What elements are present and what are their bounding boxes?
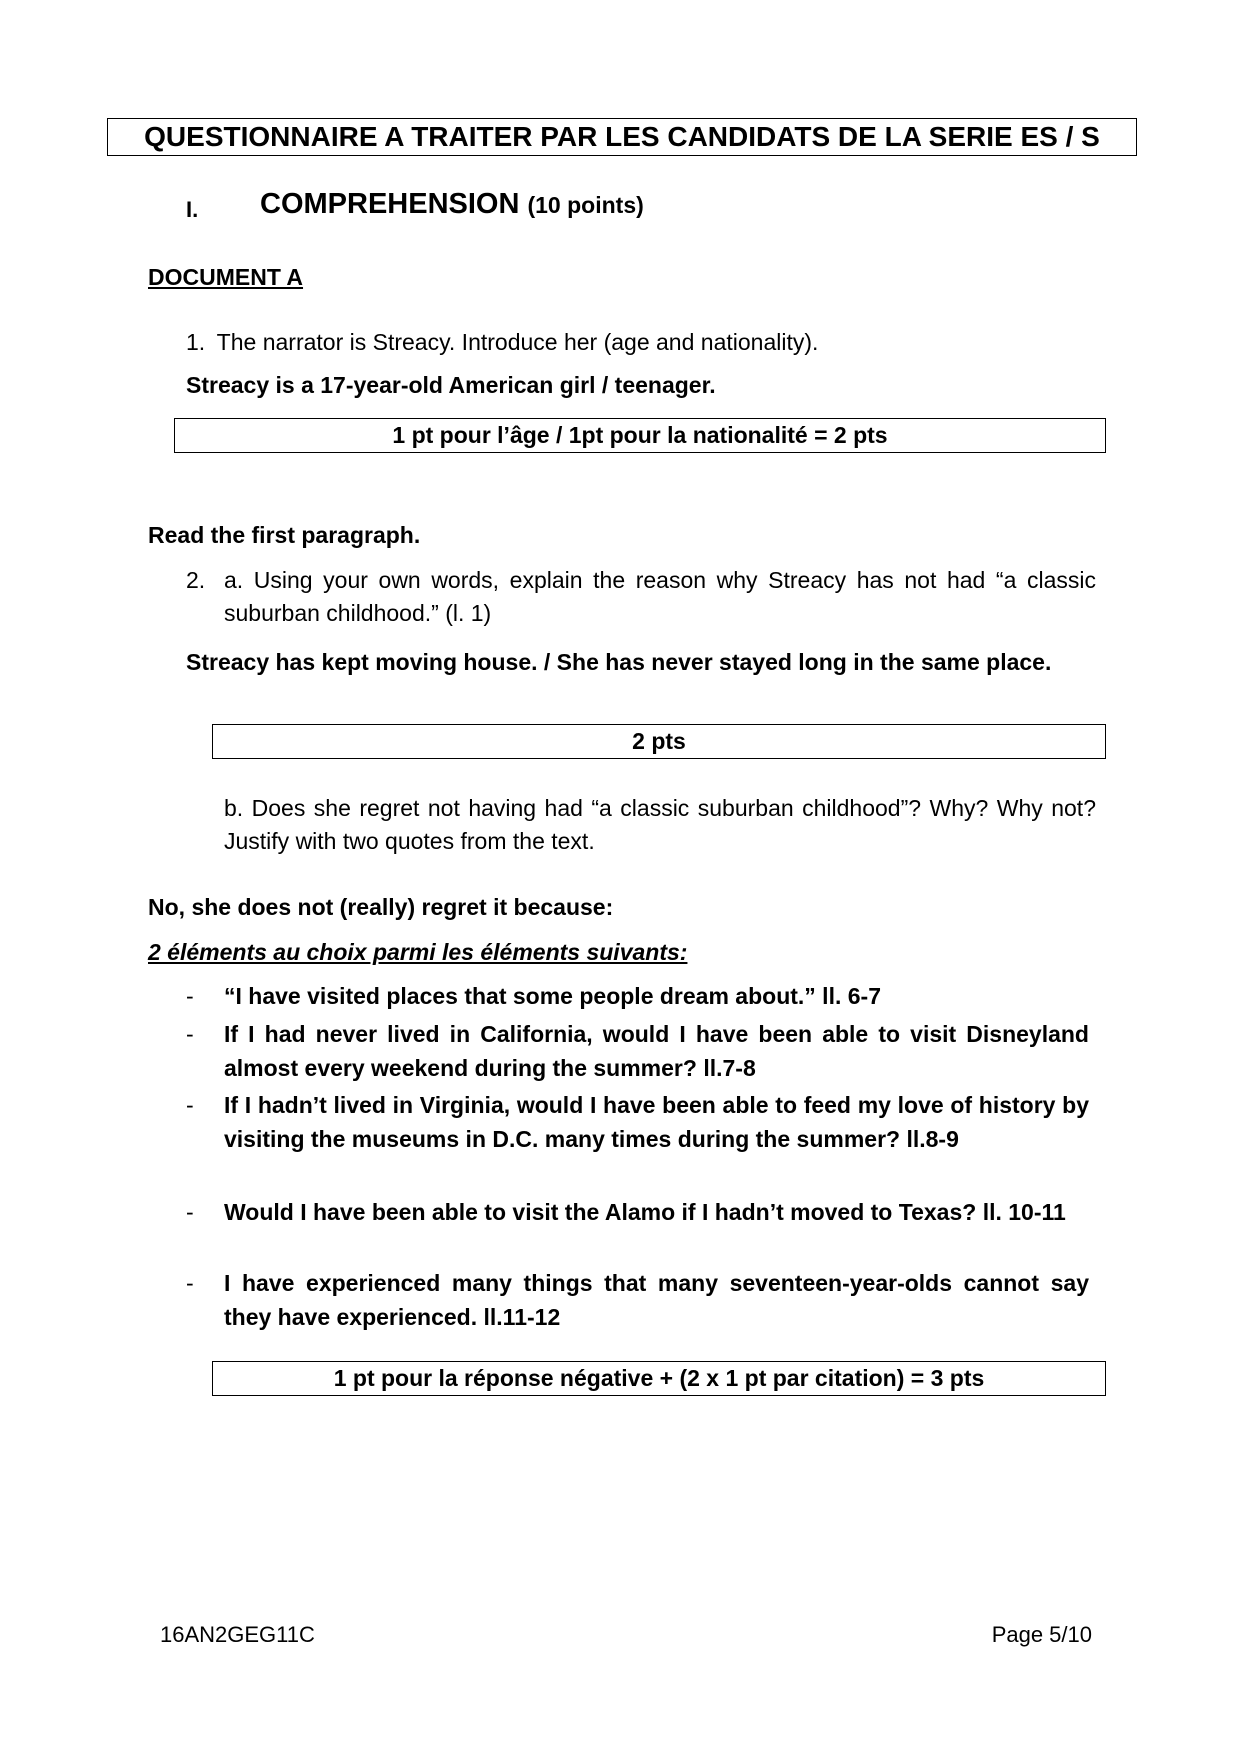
- question-2-number: 2.: [186, 567, 206, 593]
- score-q2a: 2 pts: [632, 728, 686, 754]
- quote-4: Would I have been able to visit the Alamo if I hadn’t moved to Texas? ll. 10-11: [224, 1199, 1066, 1225]
- score-q2b: 1 pt pour la réponse négative + (2 x 1 pt par citation) = 3 pts: [333, 1365, 985, 1391]
- question-1: 1. The narrator is Streacy. Introduce her (age and nationality).: [186, 329, 819, 355]
- footer-page-number: Page 5/10: [991, 1622, 1092, 1647]
- list-dash: -: [186, 1092, 194, 1118]
- choice-note: 2 éléments au choix parmi les éléments suivants:: [148, 939, 688, 965]
- answer-2a: Streacy has kept moving house. / She has never stayed long in the same place.: [186, 649, 1052, 675]
- list-item: [186, 979, 1096, 1013]
- section-title-text: COMPREHENSION: [260, 188, 520, 220]
- quote-3: If I hadn’t lived in Virginia, would I have been able to feed my love of history by visiting the museums in D.C. many times during the summer? ll.8-9: [224, 1092, 1089, 1152]
- list-item: [186, 1017, 1096, 1085]
- page-title: QUESTIONNAIRE A TRAITER PAR LES CANDIDATS DE LA SERIE ES / S: [144, 121, 1100, 152]
- instruction: Read the first paragraph.: [148, 522, 421, 548]
- section-number: I.: [186, 197, 199, 222]
- score-box-q2a: [212, 724, 1106, 759]
- list-dash: -: [186, 983, 194, 1009]
- list-dash: -: [186, 1199, 194, 1225]
- section-title: [260, 188, 644, 221]
- question-2b: b. Does she regret not having had “a classic suburban childhood”? Why? Why not? Justify with two quotes from the text.: [224, 795, 1096, 854]
- footer-code: 16AN2GEG11C: [160, 1622, 315, 1647]
- quote-2: If I had never lived in California, would I have been able to visit Disneyland almost every weekend during the summer? ll.7-8: [224, 1021, 1089, 1081]
- answer-2b-intro: No, she does not (really) regret it because:: [148, 894, 614, 920]
- document-label: DOCUMENT A: [148, 264, 304, 290]
- list-item: [186, 1195, 1096, 1263]
- score-box-q1: [174, 418, 1106, 453]
- answer-1: Streacy is a 17-year-old American girl / teenager.: [186, 372, 716, 398]
- list-dash: -: [186, 1270, 194, 1296]
- page-title-box: [107, 118, 1137, 156]
- question-2a: a. Using your own words, explain the reason why Streacy has not had “a classic suburban childhood.” (l. 1): [224, 567, 1096, 626]
- quote-5: I have experienced many things that many seventeen-year-olds cannot say they have experienced. ll.11-12: [224, 1270, 1089, 1330]
- score-q1: 1 pt pour l’âge / 1pt pour la nationalité = 2 pts: [392, 422, 888, 448]
- list-item: [186, 1266, 1096, 1334]
- quote-1: “I have visited places that some people dream about.” ll. 6-7: [224, 983, 881, 1009]
- section-points: (10 points): [527, 192, 644, 218]
- list-item: [186, 1088, 1096, 1190]
- list-dash: -: [186, 1021, 194, 1047]
- score-box-q2b: [212, 1361, 1106, 1396]
